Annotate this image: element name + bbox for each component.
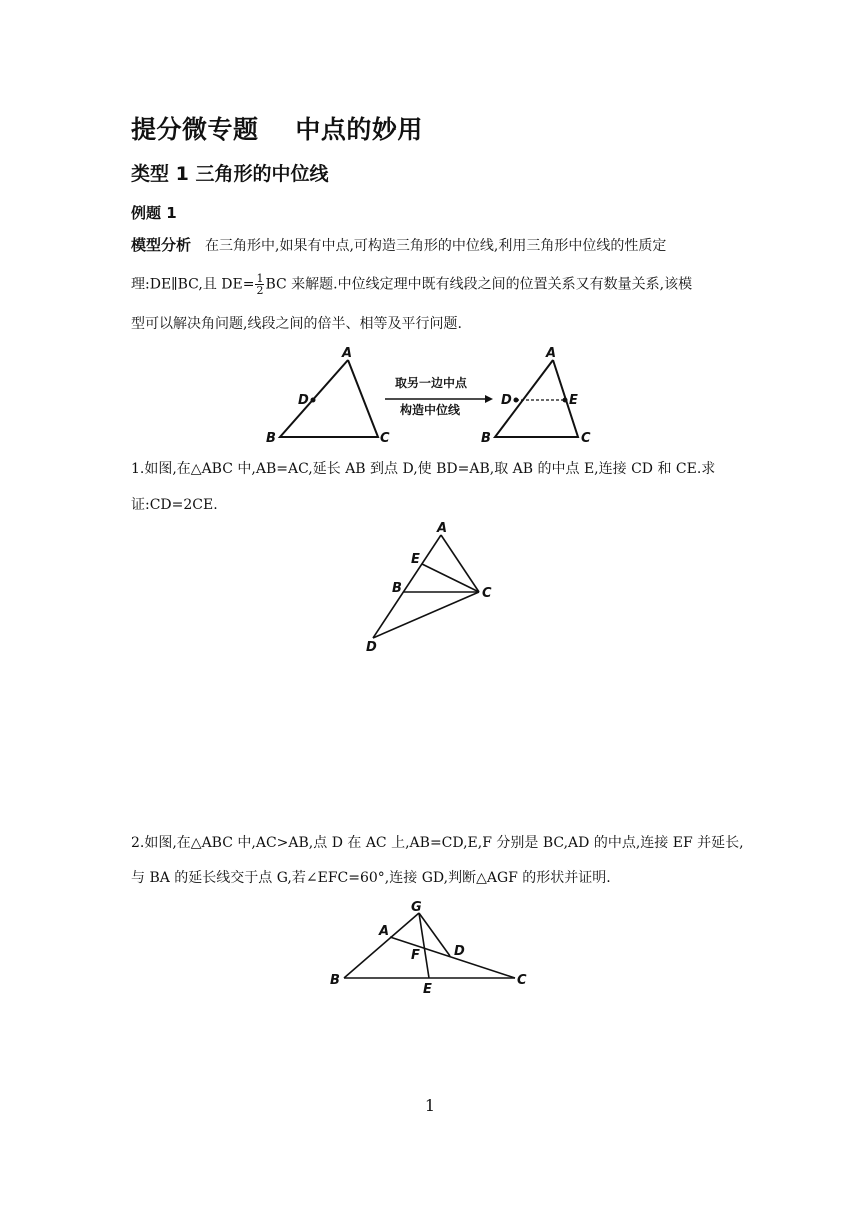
- model2-label-e: E: [569, 393, 578, 408]
- line-bg: [344, 913, 419, 978]
- q2-label-g: G: [411, 900, 422, 915]
- q1-label-c: C: [482, 586, 492, 601]
- model-label-a: A: [342, 346, 353, 361]
- fraction-numerator: 1: [256, 272, 264, 285]
- model2-label-b: B: [481, 431, 491, 446]
- q1-label-d: D: [366, 640, 377, 655]
- model-analysis-text2b: BC 来解题.中位线定理中既有线段之间的位置关系又有数量关系,该模: [265, 276, 693, 293]
- question1-line1: 1.如图,在△ABC 中,AB=AC,延长 AB 到点 D,使 BD=AB,取 AB 的中点 E,连接 CD 和 CE.求: [131, 461, 716, 477]
- q2-label-a: A: [379, 924, 390, 939]
- page-number: 1: [424, 1096, 436, 1115]
- model-arrow-top-text: 取另一边中点: [395, 376, 468, 390]
- model-arrowhead: [485, 395, 493, 403]
- model-label-d: D: [298, 393, 309, 408]
- model2-label-a: A: [546, 346, 557, 361]
- line-ac: [390, 937, 515, 978]
- q2-label-f: F: [411, 948, 420, 963]
- section-heading-type1: 类型 1 三角形的中位线: [131, 163, 329, 185]
- fraction-one-half: [255, 273, 264, 296]
- model-analysis-line3: 型可以解决角问题,线段之间的倍半、相等及平行问题.: [131, 316, 462, 332]
- question1-figure: [355, 520, 505, 660]
- q2-label-b: B: [330, 973, 340, 988]
- model-figure: [260, 342, 600, 452]
- q1-label-e: E: [411, 552, 420, 567]
- model-point-d: [514, 398, 519, 403]
- model-analysis-text1: 在三角形中,如果有中点,可构造三角形的中位线,利用三角形中位线的性质定: [205, 238, 667, 254]
- q2-label-e: E: [423, 982, 432, 997]
- q2-label-d: D: [454, 944, 465, 959]
- fraction-denominator: 2: [256, 284, 264, 297]
- question2-line1: 2.如图,在△ABC 中,AC>AB,点 D 在 AC 上,AB=CD,E,F 分别是 BC,AD 的中点,连接 EF 并延长,: [131, 835, 744, 851]
- page-title: 提分微专题 中点的妙用: [131, 115, 423, 144]
- model-arrow-bottom-text: 构造中位线: [400, 403, 461, 417]
- model-triangle-left: [280, 360, 378, 437]
- model-analysis-label: 模型分析: [131, 236, 192, 254]
- model-label-b: B: [266, 431, 276, 446]
- q1-label-b: B: [392, 581, 402, 596]
- example-heading: 例题 1: [131, 204, 177, 222]
- model-midpoint-d: [311, 398, 316, 403]
- model-label-c: C: [380, 431, 390, 446]
- model-point-e: [563, 398, 568, 403]
- model-analysis-line2: [131, 273, 731, 296]
- question2-figure: [322, 896, 537, 1001]
- line-gd: [419, 913, 450, 956]
- line-ge: [419, 913, 429, 978]
- model2-label-d: D: [501, 393, 512, 408]
- model-analysis-text2a: 理:DE∥BC,且 DE=: [131, 276, 255, 293]
- model-analysis-line1: [131, 235, 731, 256]
- q2-label-c: C: [517, 973, 527, 988]
- q1-label-a: A: [437, 521, 448, 536]
- model2-label-c: C: [581, 431, 591, 446]
- question2-line2: 与 BA 的延长线交于点 G,若∠EFC=60°,连接 GD,判断△AGF 的形状并证明.: [131, 870, 611, 886]
- question1-line2: 证:CD=2CE.: [131, 497, 218, 513]
